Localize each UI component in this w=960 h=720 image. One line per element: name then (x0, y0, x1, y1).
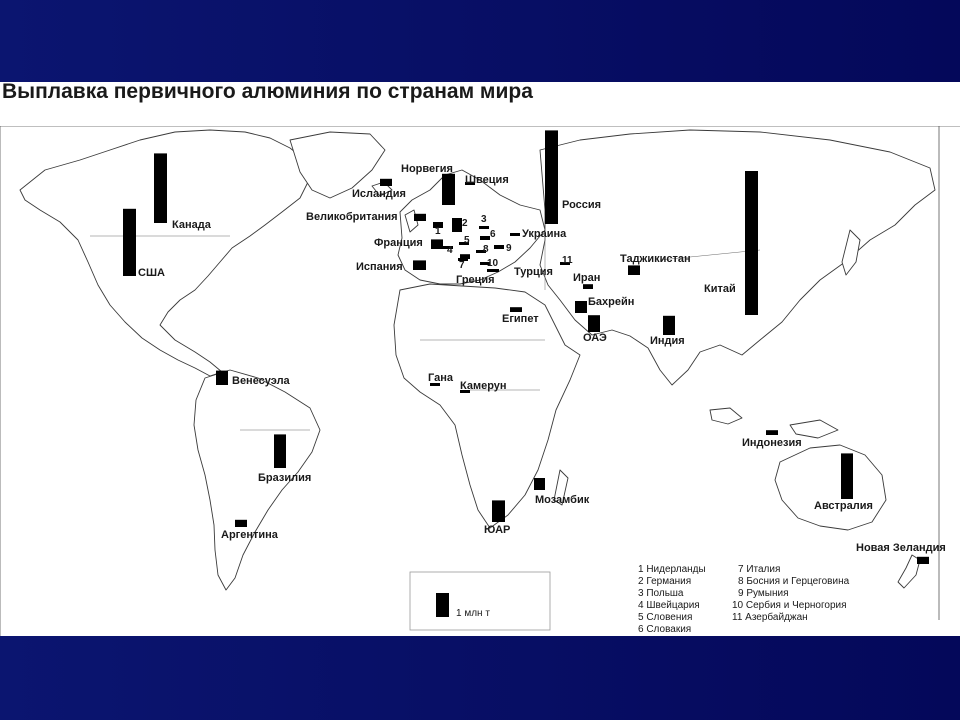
marker-4: 4 (447, 245, 453, 256)
key-item-1: 1 Нидерланды (638, 564, 706, 575)
bar-17 (663, 316, 675, 335)
label-indonesia: Индонезия (742, 437, 802, 449)
label-france: Франция (374, 237, 423, 249)
marker-5: 5 (464, 235, 470, 246)
bar-27 (841, 453, 853, 499)
bar-13 (745, 171, 758, 315)
label-iran: Иран (573, 272, 601, 284)
bar-0 (154, 153, 167, 223)
marker-7: 7 (459, 260, 465, 271)
bar-2 (442, 174, 455, 205)
top-decor-band (0, 0, 960, 82)
label-venezuela: Венесуэла (232, 375, 290, 387)
numbered-bar-9 (494, 245, 504, 249)
label-norway: Норвегия (401, 163, 453, 175)
bar-16 (588, 315, 600, 332)
scale-legend-bar (436, 593, 449, 617)
marker-2: 2 (462, 218, 468, 229)
label-cameroon: Камерун (460, 380, 507, 392)
key-item-7: 7 Италия (738, 564, 781, 575)
label-argentina: Аргентина (221, 529, 278, 541)
new-zealand-outline (898, 555, 920, 588)
label-turkey: Турция (514, 266, 553, 278)
australia-outline (775, 445, 886, 530)
marker-11: 11 (562, 255, 573, 266)
label-iceland: Исландия (352, 188, 406, 200)
marker-10: 10 (487, 258, 499, 269)
label-mozambique: Мозамбик (535, 494, 590, 506)
bar-1 (123, 209, 136, 276)
label-south-africa: ЮАР (484, 524, 511, 536)
label-brazil: Бразилия (258, 472, 312, 484)
key-item-9: 9 Румыния (738, 588, 789, 599)
bar-14 (583, 284, 593, 289)
label-uk: Великобритания (306, 211, 398, 223)
label-egypt: Египет (502, 313, 539, 325)
world-map-svg (0, 126, 960, 636)
world-map (0, 126, 960, 636)
bar-3 (380, 179, 392, 186)
africa-outline (394, 284, 580, 528)
bar-5 (414, 214, 426, 221)
label-ghana: Гана (428, 372, 453, 384)
key-item-4: 4 Швейцария (638, 600, 700, 611)
key-item-8: 8 Босния и Герцеговина (738, 576, 850, 587)
label-usa: США (138, 267, 165, 279)
bar-18 (510, 307, 522, 312)
bar-11 (487, 269, 499, 272)
label-tajikistan: Таджикистан (620, 253, 691, 265)
scale-legend-box (410, 572, 550, 630)
label-china: Китай (704, 283, 736, 295)
label-bahrain: Бахрейн (588, 296, 635, 308)
bar-15 (575, 301, 587, 313)
label-uae: ОАЭ (583, 332, 607, 344)
bar-21 (216, 371, 228, 385)
bar-10 (510, 233, 520, 236)
label-new-zealand: Новая Зеландия (856, 542, 946, 554)
bar-7 (413, 260, 426, 270)
numbered-bar-3 (479, 226, 489, 229)
key-item-5: 5 Словения (638, 612, 693, 623)
bar-12 (628, 265, 640, 275)
marker-3: 3 (481, 214, 487, 225)
bar-9 (545, 130, 558, 224)
bottom-decor-band (0, 636, 960, 720)
bar-26 (766, 430, 778, 435)
numbered-bar-6 (480, 236, 490, 240)
bar-22 (274, 434, 286, 468)
bar-25 (534, 478, 545, 490)
asia-outline (540, 130, 935, 385)
scale-legend-label: 1 млн т (456, 608, 490, 619)
label-canada: Канада (172, 219, 211, 231)
marker-1: 1 (435, 226, 441, 237)
indonesia-outline (710, 408, 742, 424)
label-india: Индия (650, 335, 685, 347)
marker-6: 6 (490, 229, 496, 240)
bar-28 (917, 557, 929, 564)
bar-6 (431, 239, 443, 249)
numbered-key (638, 564, 850, 635)
marker-8: 8 (483, 244, 489, 255)
label-sweden: Швеция (465, 174, 509, 186)
numbered-bar-2 (452, 218, 462, 232)
label-greece: Греция (456, 274, 495, 286)
new-guinea-outline (790, 420, 838, 438)
key-item-2: 2 Германия (638, 576, 692, 587)
label-russia: Россия (562, 199, 602, 211)
scale-legend (410, 572, 550, 630)
marker-9: 9 (506, 243, 512, 254)
key-item-11: 11 Азербайджан (732, 612, 808, 623)
label-spain: Испания (356, 261, 403, 273)
key-item-6: 6 Словакия (638, 624, 692, 635)
bar-23 (235, 520, 247, 527)
bar-24 (492, 500, 505, 522)
key-item-3: 3 Польша (638, 588, 684, 599)
label-ukraine: Украина (522, 228, 567, 240)
key-item-10: 10 Сербия и Черногория (732, 600, 847, 611)
slide-title: Выплавка первичного алюминия по странам мира (2, 80, 533, 103)
label-australia: Австралия (814, 500, 873, 512)
